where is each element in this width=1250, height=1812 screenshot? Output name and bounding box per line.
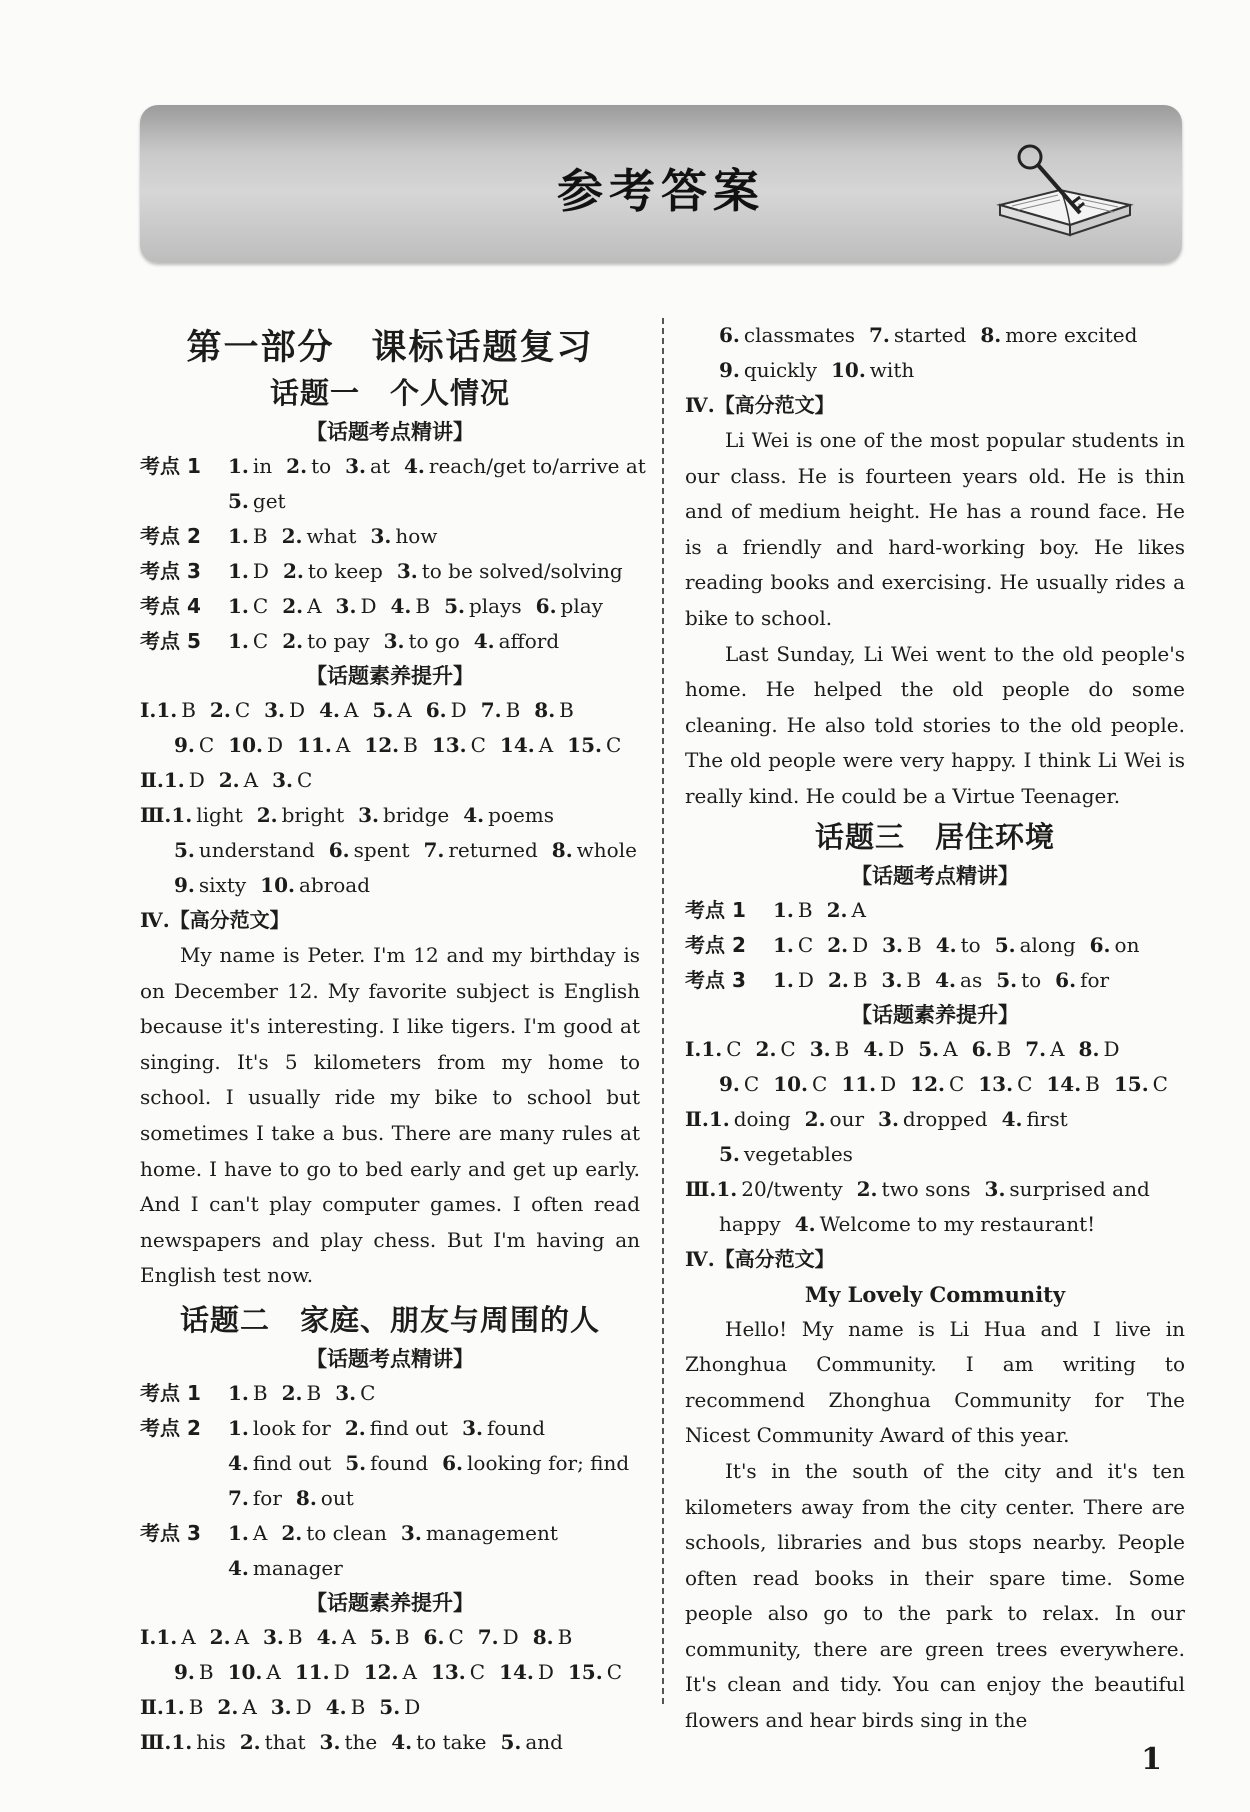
answer-row	[140, 833, 640, 868]
answer-item: 2. to	[286, 454, 332, 478]
answer-item: 7. returned	[423, 838, 538, 862]
answer-row: 考点 3 1. A 2. to clean 3. management	[140, 1520, 558, 1545]
answer-item: 3. to go	[383, 629, 460, 653]
model-essay: Hello! My name is Li Hua and I live in Zhonghua Community. I am writing to recommend Zhonghua Community for The Nicest Community Award of this year. It's in the south of the city and it's ten kilometers away from the city center. There are schools, libraries and bus stops nearby. People often read books in their spare time. Some people also go to the park to relax. In our community, there are green trees everywhere. It's clean and tidy. You can enjoy the beautiful flowers and hear birds sing in the	[685, 1316, 1185, 1733]
answer-row	[685, 1137, 1185, 1172]
answer-item: 9. C	[719, 1071, 760, 1096]
page-number: 1	[1141, 1742, 1162, 1777]
answer-item: 2. C	[209, 698, 251, 722]
answer-item: 15. C	[567, 1659, 622, 1684]
answer-item: 2. D	[827, 932, 869, 957]
answer-item: 1. D	[163, 768, 205, 792]
answer-item: 4. B	[390, 594, 431, 618]
answer-item: 2. our	[804, 1106, 865, 1131]
answer-item: 6. D	[425, 698, 467, 722]
answer-item: 3. the	[319, 1729, 378, 1754]
left-column	[140, 325, 646, 1760]
column-divider	[662, 318, 664, 1704]
answer-row: 考点 1 1. B 2. A	[685, 897, 866, 922]
answer-item: 1. C	[773, 932, 814, 957]
answer-item: 2. that	[239, 1729, 306, 1754]
answer-item: 2. A	[826, 897, 866, 922]
answer-item: 1. D	[228, 559, 269, 583]
answer-item: 1. doing	[708, 1106, 791, 1131]
answer-item: 3. B	[881, 967, 922, 992]
answer-row	[685, 353, 1185, 388]
answer-item: 10. A	[227, 1659, 281, 1684]
answer-row: 考点 4 1. C 2. A 3. D 4. B 5. plays 6. play	[140, 594, 603, 618]
answer-item: 5. B	[369, 1624, 410, 1649]
answer-row: Ⅲ.1. 20/twenty 2. two sons 3. surprised and	[685, 1176, 1150, 1201]
section-title: 【话题考点精讲】	[306, 1345, 474, 1371]
answer-item: 4. first	[1001, 1106, 1068, 1131]
answer-item: 1. C	[701, 1036, 742, 1061]
answer-item: 8. B	[532, 1624, 573, 1649]
answer-row: 考点 1 1. in 2. to 3. at 4. reach/get to/arrive at	[140, 454, 646, 478]
model-essay: Li Wei is one of the most popular students in our class. He is fourteen years old. He is thin and of medium height. He has a round face. He is a friendly and hard-working boy. He likes reading books and exercising. He usually rides a bike to school. Last Sunday, Li Wei went to the old people's home. He helped the old people do some cleaning. He also told stories to the old people. The old people were very happy. I think Li Wei is really kind. He could be a Virtue Teenager.	[685, 428, 1185, 808]
answer-item: 9. sixty	[174, 873, 247, 897]
answer-item: 11. D	[841, 1071, 897, 1096]
answer-item: 14. A	[499, 733, 554, 757]
answer-item: 3. management	[400, 1520, 558, 1545]
answer-row	[685, 1207, 1185, 1242]
essay-heading: Ⅳ.【高分范文】	[685, 1246, 835, 1271]
answer-item: 4. A	[319, 698, 359, 722]
answer-row: 考点 2 1. B 2. what 3. how	[140, 524, 438, 548]
answer-item: 1. A	[228, 1520, 268, 1545]
topic-title: 话题二 家庭、朋友与周围的人	[179, 1302, 600, 1337]
answer-item: 3. how	[370, 524, 438, 548]
answer-item: 4. poems	[463, 803, 555, 827]
answer-row: 考点 2 1. C 2. D 3. B 4. to 5. along 6. on	[685, 932, 1140, 957]
answer-row	[140, 1655, 640, 1690]
answer-item: 14. D	[499, 1659, 554, 1684]
answer-item: 1. 20/twenty	[716, 1176, 843, 1201]
answer-item: 2. B	[827, 967, 868, 992]
answer-item: 5. found	[345, 1450, 429, 1475]
answer-item: 2. A	[218, 768, 259, 792]
answer-item: 1. his	[171, 1729, 226, 1754]
answer-item: 7. B	[480, 698, 521, 722]
answer-item: 8. whole	[551, 838, 637, 862]
answer-item: 7. D	[477, 1624, 519, 1649]
answer-item: 14. B	[1046, 1071, 1100, 1096]
answer-item: 1. C	[228, 629, 269, 653]
answer-item: 1. look for	[228, 1415, 331, 1440]
answer-item: 3. D	[270, 1694, 312, 1719]
answer-row: 考点 3 1. D 2. to keep 3. to be solved/solving	[140, 559, 623, 583]
answer-item: 6. spent	[328, 838, 410, 862]
answer-item: 10. C	[773, 1071, 828, 1096]
answer-item: 8. out	[295, 1485, 354, 1510]
answer-item: 3. C	[335, 1380, 376, 1405]
section-title: 【话题素养提升】	[306, 1589, 474, 1615]
answer-item: 1. B	[163, 1694, 204, 1719]
answer-item: 4. B	[325, 1694, 366, 1719]
answer-item: 4. as	[935, 967, 983, 992]
answer-item: 1. B	[156, 698, 196, 722]
answer-item: 2. find out	[344, 1415, 449, 1440]
answer-item: 6. for	[1055, 967, 1110, 992]
answer-item: 11. A	[297, 733, 351, 757]
answer-row: 考点 5 1. C 2. to pay 3. to go 4. afford	[140, 629, 560, 653]
answer-item: 15. C	[567, 733, 622, 757]
answer-item: 6. C	[423, 1624, 464, 1649]
answer-item: 2. to clean	[281, 1520, 387, 1545]
answer-item: 1. A	[156, 1624, 196, 1649]
answer-item: 7. started	[868, 323, 967, 347]
answer-row: Ⅱ.1. D 2. A 3. C	[140, 768, 313, 792]
answer-item: 2. to pay	[282, 629, 370, 653]
book-key-icon	[990, 135, 1140, 245]
answer-item: 2. A	[282, 594, 322, 618]
answer-item: 1. D	[773, 967, 814, 992]
answer-row	[140, 868, 640, 903]
header-banner	[140, 105, 1182, 263]
answer-item: 6. B	[971, 1036, 1012, 1061]
answer-item: 9. C	[174, 733, 215, 757]
answer-row: Ⅱ.1. doing 2. our 3. dropped 4. first	[685, 1106, 1068, 1131]
answer-item: 1. B	[773, 897, 813, 922]
answer-row	[140, 484, 640, 519]
answer-item: 6. classmates	[719, 323, 855, 347]
answer-item: 5. A	[372, 698, 412, 722]
answer-item: 3. D	[335, 594, 377, 618]
answer-item: 3. D	[264, 698, 306, 722]
answer-item: 4. reach/get to/arrive at	[404, 454, 646, 478]
answer-item: 2. A	[209, 1624, 250, 1649]
answer-item: 3. found	[462, 1415, 545, 1440]
answer-item: 12. C	[910, 1071, 965, 1096]
topic-title: 话题三 居住环境	[814, 819, 1055, 854]
answer-row	[140, 1446, 640, 1481]
answer-item: 2. A	[217, 1694, 257, 1719]
answer-row: 考点 1 1. B 2. B 3. C	[140, 1380, 376, 1405]
part-title: 第一部分 课标话题复习	[186, 327, 594, 368]
model-essay: My name is Peter. I'm 12 and my birthday is on December 12. My favorite subject is English because it's interesting. I like tigers. I'm good at singing. It's 5 kilometers from my home to school. I usually ride my bike to school but sometimes I take a bus. There are many rules at home. I have to go to bed early and get up early. And I can't play computer games. I often read newspapers and play chess. But I'm having an English test now.	[140, 943, 640, 1288]
answer-item: 3. bridge	[358, 803, 450, 827]
answer-item: 3. to be solved/solving	[396, 559, 623, 583]
answer-item: 3. at	[345, 454, 390, 478]
section-title: 【话题考点精讲】	[306, 419, 474, 444]
answer-item: 4. to take	[391, 1729, 487, 1754]
answer-item: 1. in	[228, 454, 273, 478]
section-title: 【话题素养提升】	[306, 663, 474, 688]
answer-item: 15. C	[1113, 1071, 1168, 1096]
answer-item: 4. find out	[228, 1450, 332, 1475]
answer-item: 4. to	[935, 932, 981, 957]
answer-item: 13. C	[978, 1071, 1033, 1096]
answer-item: 2. what	[281, 524, 357, 548]
answer-item: 2. B	[281, 1380, 322, 1405]
right-column	[685, 318, 1185, 1739]
section-title: 【话题考点精讲】	[851, 862, 1019, 888]
answer-item: 1. light	[171, 803, 243, 827]
answer-item: 9. quickly	[719, 358, 817, 382]
answer-item: 1. C	[228, 594, 269, 618]
answer-item: 3. dropped	[878, 1106, 988, 1131]
answer-item: 3. B	[882, 932, 922, 957]
answer-row	[140, 728, 640, 763]
page-title: 参考答案	[557, 164, 765, 218]
answer-row	[140, 1481, 640, 1516]
essay-title: My Lovely Community	[804, 1281, 1066, 1307]
answer-item: 3. surprised and	[984, 1176, 1150, 1201]
answer-item: 4. manager	[228, 1555, 343, 1580]
answer-item: 13. C	[430, 1659, 486, 1684]
answer-item: 2. C	[755, 1036, 796, 1061]
answer-row: Ⅰ.1. B 2. C 3. D 4. A 5. A 6. D 7. B 8. B	[140, 698, 574, 722]
answer-row	[685, 1067, 1185, 1102]
answer-item: 5. understand	[174, 838, 315, 862]
answer-item: 5. to	[996, 967, 1042, 992]
answer-item: happy	[719, 1211, 781, 1236]
answer-item: 8. more excited	[980, 323, 1138, 347]
answer-item: 10. with	[831, 358, 915, 382]
answer-item: 4. afford	[473, 629, 560, 653]
essay-heading: Ⅳ.【高分范文】	[140, 908, 290, 932]
answer-item: 5. get	[228, 489, 286, 513]
answer-row	[685, 318, 1185, 353]
answer-item: 1. B	[228, 1380, 268, 1405]
answer-item: 6. play	[535, 594, 603, 618]
answer-item: 5. plays	[444, 594, 522, 618]
answer-item: 1. B	[228, 524, 268, 548]
answer-item: 13. C	[431, 733, 486, 757]
answer-item: 5. and	[500, 1729, 563, 1754]
answer-item: 4. A	[316, 1624, 356, 1649]
answer-item: 12. A	[363, 1659, 417, 1684]
answer-item: 4. Welcome to my restaurant!	[794, 1211, 1096, 1236]
topic-title: 话题一 个人情况	[269, 376, 510, 410]
answer-item: 10. D	[228, 733, 284, 757]
answer-item: 5. A	[918, 1036, 958, 1061]
answer-item: 5. along	[994, 932, 1076, 957]
answer-item: 3. C	[272, 768, 313, 792]
answer-item: 3. B	[809, 1036, 850, 1061]
answer-item: 7. for	[228, 1485, 282, 1510]
answer-item: 11. D	[294, 1659, 350, 1684]
answer-item: 8. D	[1078, 1036, 1120, 1061]
answer-item: 2. two sons	[856, 1176, 971, 1201]
answer-row: Ⅲ.1. his 2. that 3. the 4. to take 5. and	[140, 1729, 563, 1754]
answer-row: 考点 3 1. D 2. B 3. B 4. as 5. to 6. for	[685, 967, 1110, 992]
answer-row: Ⅰ.1. C 2. C 3. B 4. D 5. A 6. B 7. A 8. D	[685, 1036, 1120, 1061]
answer-row: Ⅱ.1. B 2. A 3. D 4. B 5. D	[140, 1694, 421, 1719]
answer-row	[140, 1551, 640, 1586]
answer-item: 6. looking for; find	[442, 1450, 630, 1475]
answer-row: Ⅲ.1. light 2. bright 3. bridge 4. poems	[140, 803, 555, 827]
answer-item: 4. D	[863, 1036, 905, 1061]
answer-row: 考点 2 1. look for 2. find out 3. found	[140, 1415, 545, 1440]
answer-item: 12. B	[364, 733, 418, 757]
answer-item: 8. B	[534, 698, 574, 722]
answer-item: 3. B	[263, 1624, 303, 1649]
answer-row: Ⅰ.1. A 2. A 3. B 4. A 5. B 6. C 7. D 8. B	[140, 1624, 573, 1649]
answer-item: 2. to keep	[282, 559, 383, 583]
answer-item: 5. vegetables	[719, 1141, 853, 1166]
section-title: 【话题素养提升】	[851, 1001, 1019, 1027]
answer-item: 9. B	[174, 1659, 214, 1684]
essay-heading: Ⅳ.【高分范文】	[685, 393, 835, 417]
answer-item: 6. on	[1089, 932, 1140, 957]
answer-item: 10. abroad	[260, 873, 371, 897]
answer-item: 5. D	[379, 1694, 421, 1719]
answer-item: 7. A	[1025, 1036, 1065, 1061]
answer-item: 2. bright	[256, 803, 345, 827]
